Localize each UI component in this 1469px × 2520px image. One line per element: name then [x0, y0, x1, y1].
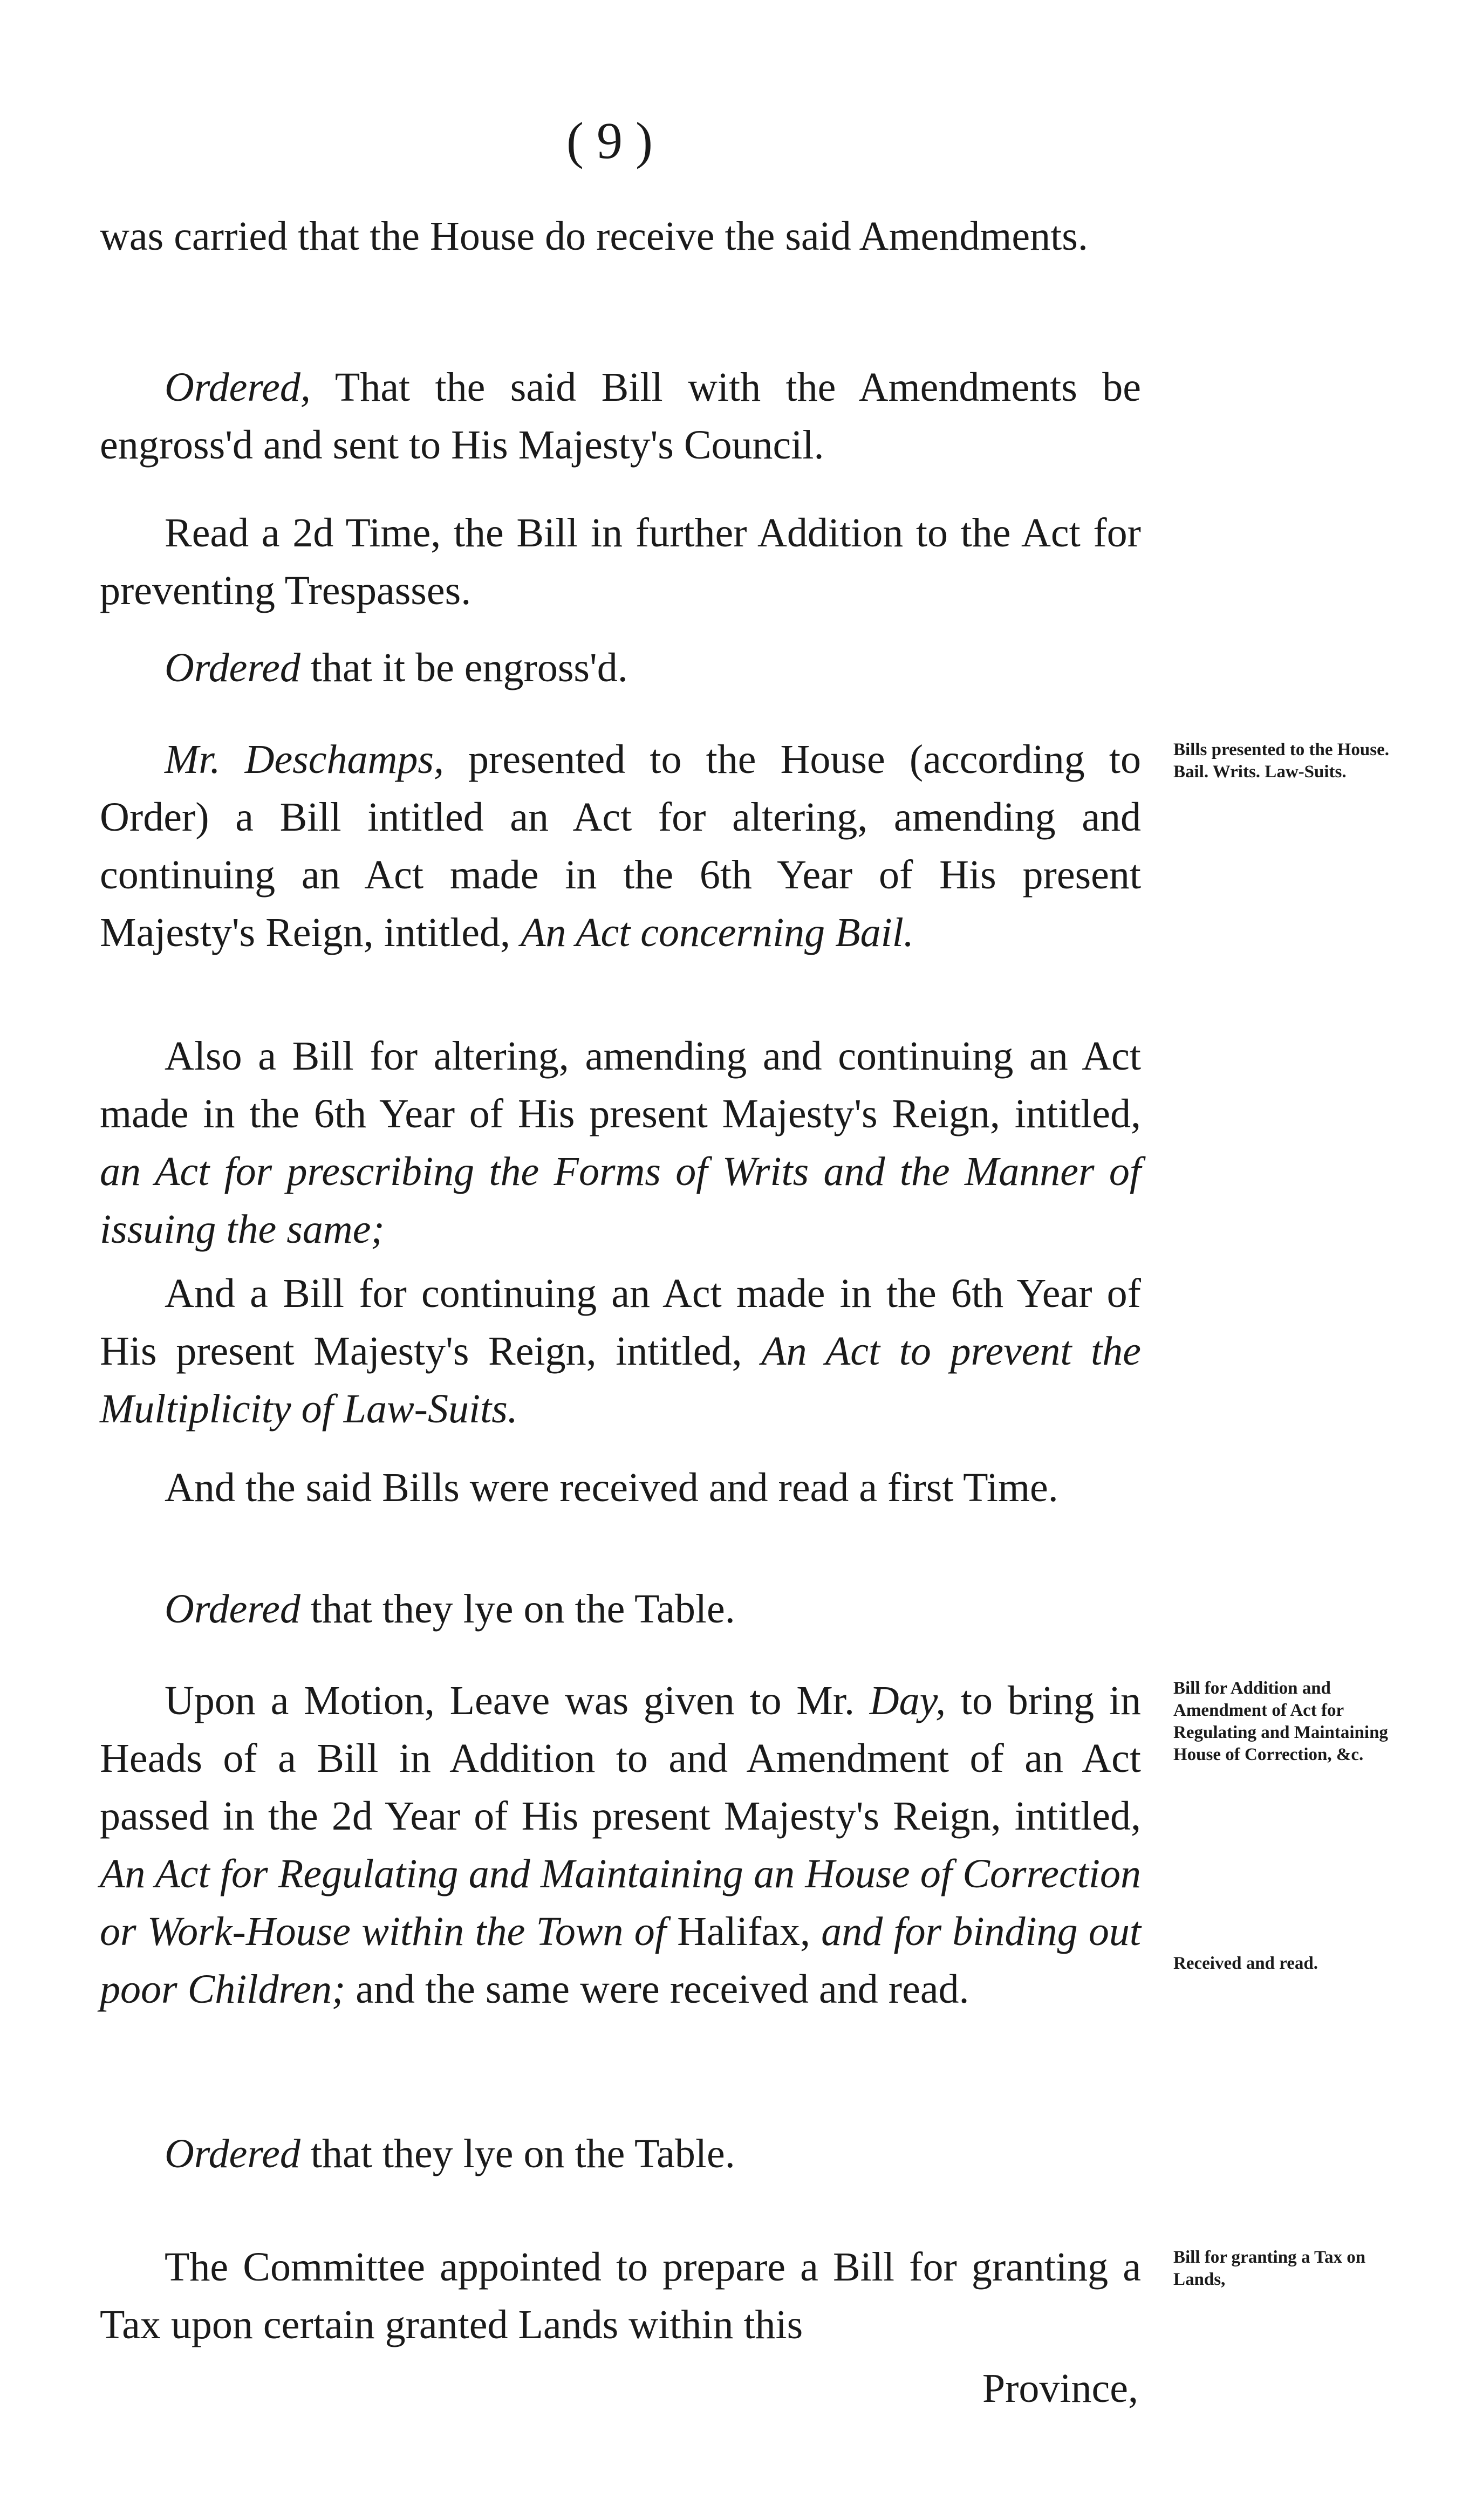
text-run: The Committee appointed to prepare a Bill for granting a Tax upon certain granted Lands within this — [100, 2244, 1141, 2347]
paragraph-committee — [100, 2238, 1141, 2354]
paragraph-read-second-time — [100, 504, 1141, 620]
italic-text: Ordered — [165, 2131, 300, 2176]
text-run: Read a 2d Time, the Bill in further Addition to the Act for preventing Trespasses. — [100, 510, 1141, 613]
text-run: was carried that the House do receive the said Amendments. — [100, 214, 1088, 259]
italic-text: An Act for Regulating and Maintaining an House of Correction or Work-House within the Town of — [100, 1851, 1141, 1954]
text-run: that it be engross'd. — [300, 645, 628, 690]
italic-text: An Act concerning Bail. — [520, 910, 914, 955]
text-run: And the said Bills were received and read a first Time. — [165, 1465, 1058, 1510]
italic-text: Day, — [869, 1678, 946, 1723]
text-run: and the same were received and read. — [345, 1967, 969, 2012]
margin-note-tax-on-lands: Bill for granting a Tax on Lands, — [1173, 2248, 1366, 2289]
italic-text: Ordered — [165, 645, 300, 690]
paragraph-writs-bill — [100, 1028, 1141, 1258]
paragraph-ordered-table — [100, 1580, 1141, 1638]
italic-text: An Act to prevent the Multiplicity of Law-Suits. — [100, 1329, 1141, 1432]
text-run: And a Bill for continuing an Act made in the 6th Year of His present Majesty's Reign, intitled, — [100, 1271, 1141, 1374]
text-run: that they lye on the Table. — [300, 2131, 735, 2176]
paragraph-ordered-engross — [100, 639, 1141, 697]
italic-text: Ordered, — [165, 365, 311, 410]
paragraph-law-suits-bill — [100, 1265, 1141, 1438]
paragraph-motion-day — [100, 1672, 1141, 2018]
paragraph-bills-received — [100, 1459, 1141, 1517]
paragraph-ordered-table-2 — [100, 2125, 1141, 2183]
margin-note-bills-presented: Bills presented to the House. Bail. Writs. Law-Suits. — [1173, 740, 1389, 782]
page-number: ( 9 ) — [566, 112, 653, 169]
text-run: Upon a Motion, Leave was given to Mr. — [165, 1678, 870, 1723]
margin-note-house-of-correction: Bill for Addition and Amendment of Act for Regulating and Maintaining House of Correction, &c. — [1173, 1679, 1388, 1764]
text-run: that they lye on the Table. — [300, 1586, 735, 1632]
paragraph-1 — [100, 208, 1141, 265]
italic-text: an Act for prescribing the Forms of Writs and the Manner of issuing the same; — [100, 1149, 1141, 1252]
text-run: Halifax, — [677, 1909, 811, 1954]
italic-text: and for binding out poor Children; — [100, 1909, 1141, 2012]
text-run: presented to the House (according to Order) a Bill intitled an Act for altering, amending and continuing an Act made in the 6th Year of His present Majesty's Reign, intitled, — [100, 737, 1141, 955]
text-run: to bring in Heads of a Bill in Addition to and Amendment of an Act passed in the 2d Year of His present Majesty's Reign, intitled, — [100, 1678, 1141, 1839]
text-run: That the said Bill with the Amendments be engross'd and sent to His Majesty's Council. — [100, 365, 1141, 468]
text-run: Also a Bill for altering, amending and continuing an Act made in the 6th Year of His present Majesty's Reign, intitled, — [100, 1033, 1141, 1136]
catchword: Province, — [982, 2366, 1138, 2411]
paragraph-deschamps-bill — [100, 731, 1141, 962]
margin-note-received-read: Received and read. — [1173, 1954, 1318, 1973]
italic-text: Mr. Deschamps, — [165, 737, 444, 782]
paragraph-ordered-engrossed — [100, 359, 1141, 474]
italic-text: Ordered — [165, 1586, 300, 1632]
